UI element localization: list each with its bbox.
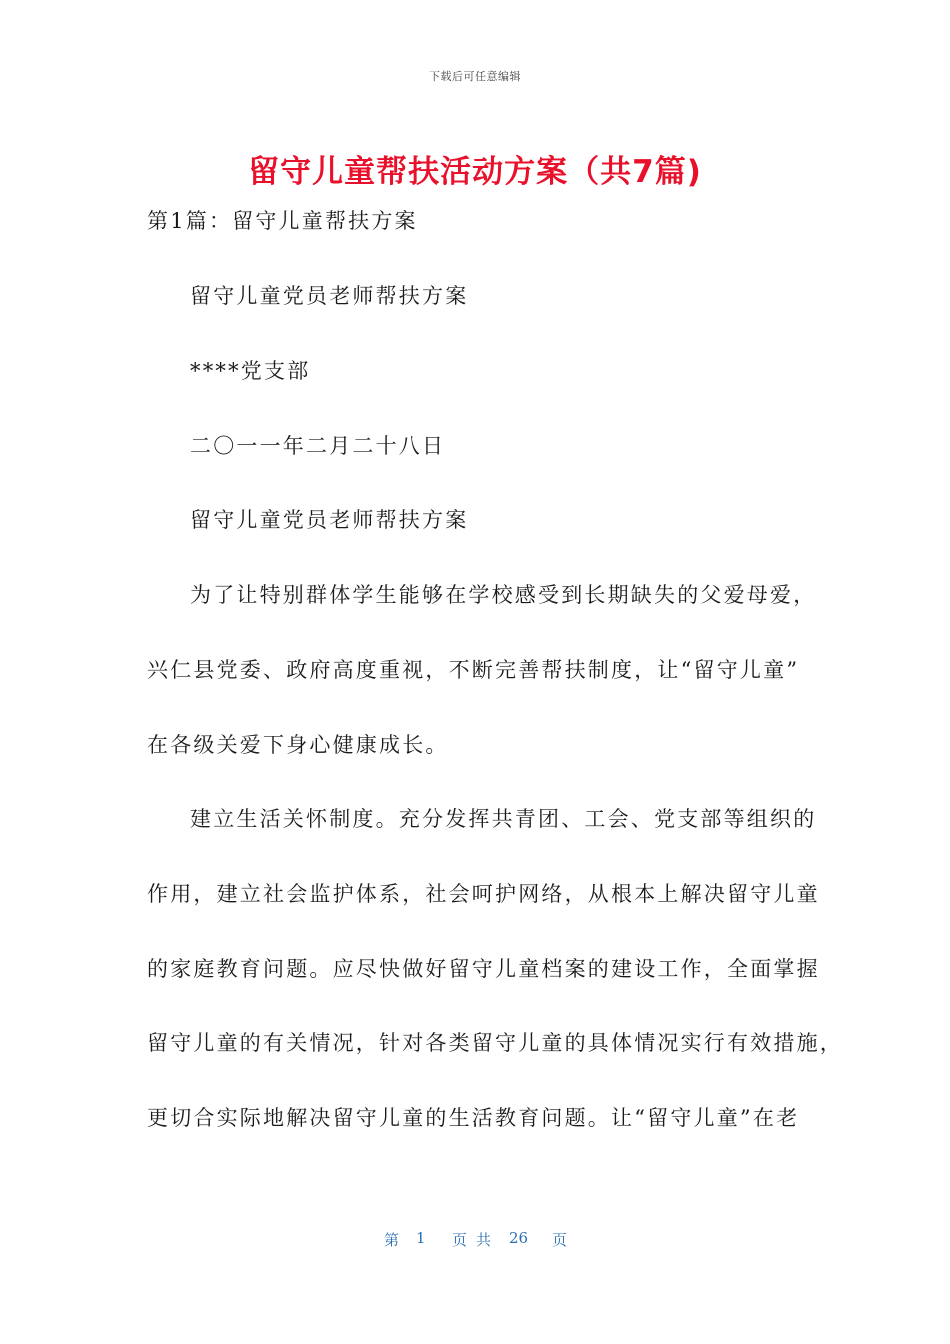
- document-date: 二〇一一年二月二十八日: [190, 434, 446, 458]
- organization-name: ****党支部: [190, 359, 311, 383]
- paragraph-2-line-2: 作用，建立社会监护体系，社会呵护网络，从根本上解决留守儿童: [147, 882, 820, 906]
- footer-page-prefix: 第: [384, 1231, 400, 1249]
- footer-page-suffix: 页: [552, 1231, 568, 1249]
- paragraph-2-line-5: 更切合实际地解决留守儿童的生活教育问题。让“留守儿童”在老: [147, 1106, 800, 1130]
- plan-subtitle: 留守儿童党员老师帮扶方案: [190, 284, 469, 308]
- paragraph-1-line-3: 在各级关爱下身心健康成长。: [147, 733, 449, 757]
- section-heading: 第1篇：留守儿童帮扶方案: [147, 209, 418, 233]
- paragraph-2-line-4: 留守儿童的有关情况，针对各类留守儿童的具体情况实行有效措施，: [147, 1031, 843, 1055]
- paragraph-1-line-1: 为了让特别群体学生能够在学校感受到长期缺失的父爱母爱，: [190, 583, 817, 607]
- footer-page-current: 1: [416, 1229, 426, 1247]
- paragraph-1-line-2: 兴仁县党委、政府高度重视，不断完善帮扶制度，让“留守儿童”: [147, 658, 800, 682]
- page-header-note: 下载后可任意编辑: [429, 70, 521, 83]
- paragraph-2-line-1: 建立生活关怀制度。充分发挥共青团、工会、党支部等组织的: [190, 807, 817, 831]
- page-footer: [0, 1229, 950, 1249]
- plan-subtitle-repeat: 留守儿童党员老师帮扶方案: [190, 508, 469, 532]
- paragraph-2-line-3: 的家庭教育问题。应尽快做好留守儿童档案的建设工作，全面掌握: [147, 957, 820, 981]
- footer-page-total: 26: [509, 1229, 529, 1247]
- document-title: 留守儿童帮扶活动方案（共7篇): [248, 154, 702, 190]
- footer-page-mid: 页共: [452, 1231, 501, 1249]
